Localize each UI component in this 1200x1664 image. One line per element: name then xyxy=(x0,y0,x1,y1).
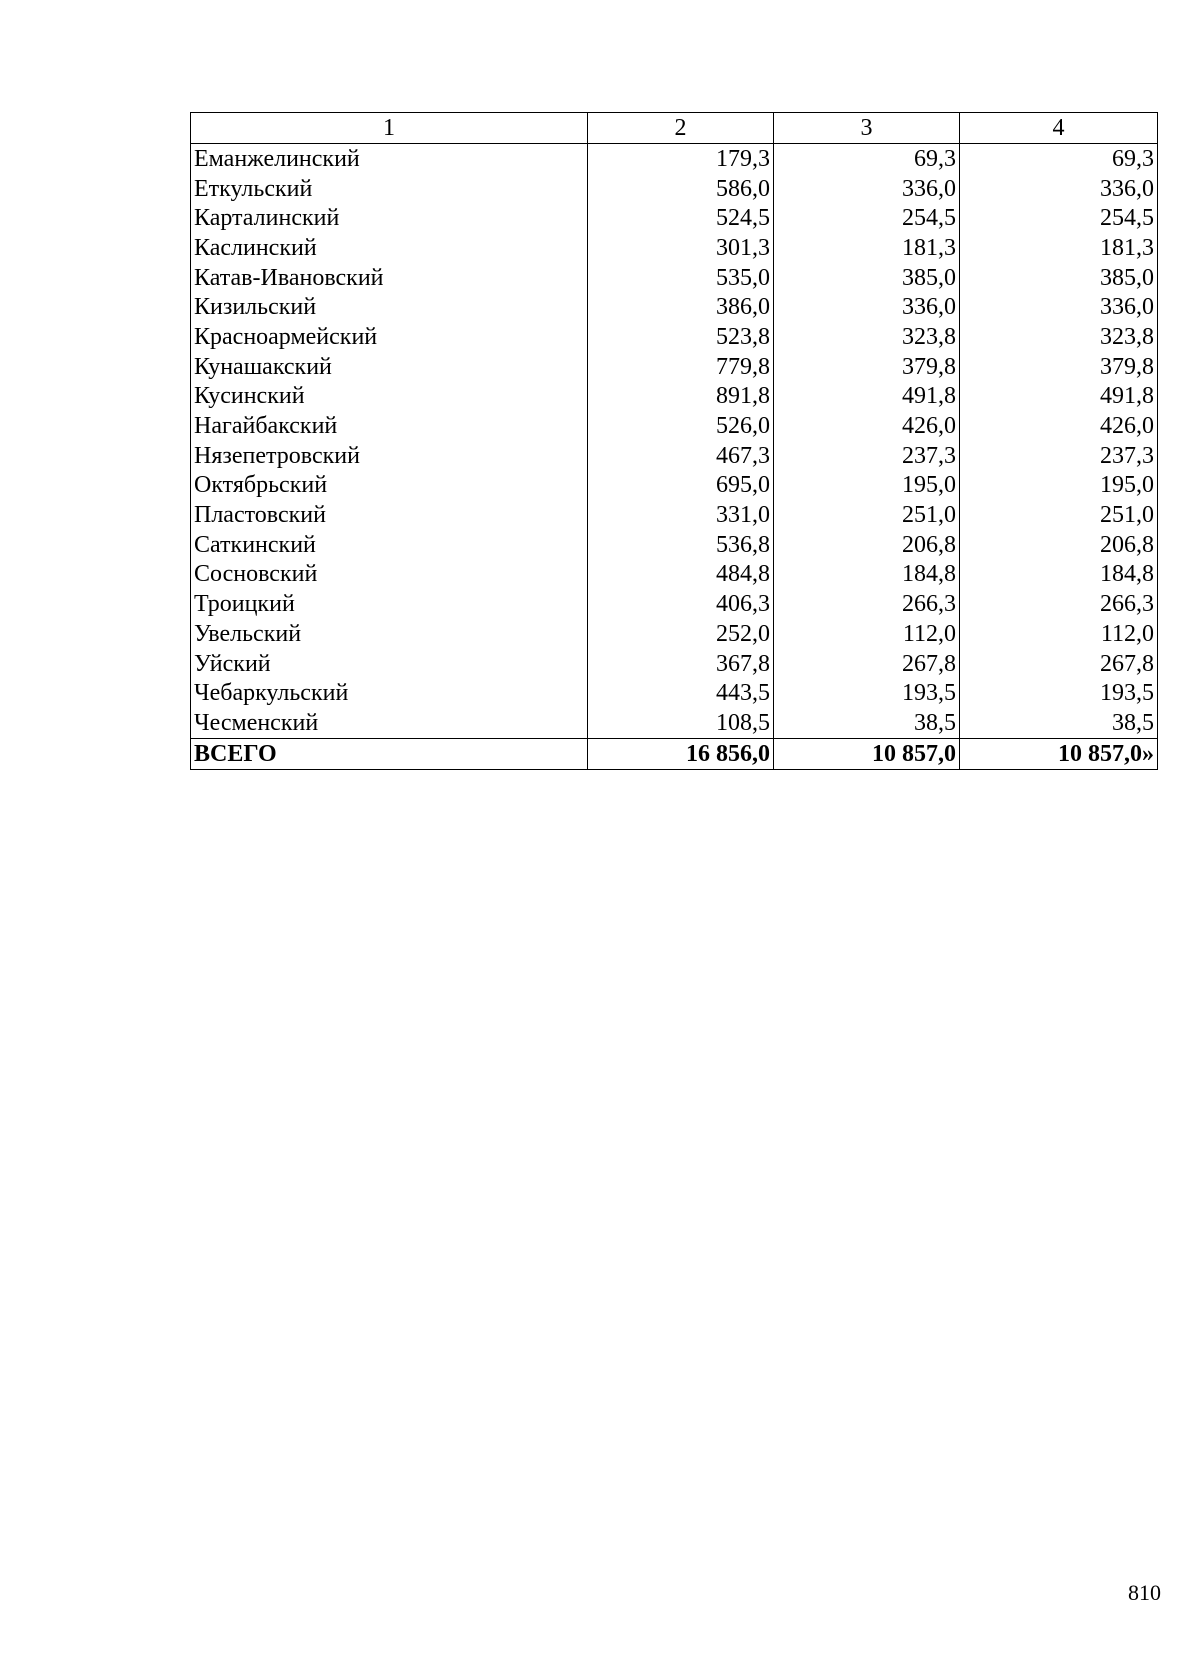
value-cell-col-4: 237,3 xyxy=(960,441,1158,471)
value-cell-col-4: 491,8 xyxy=(960,382,1158,412)
page-number: 810 xyxy=(1128,1580,1161,1605)
value-cell-col-4: 38,5 xyxy=(960,708,1158,738)
value-cell-col-2: 526,0 xyxy=(588,411,774,441)
value-cell-col-2: 179,3 xyxy=(588,144,774,174)
district-name-cell: Сосновский xyxy=(191,560,588,590)
district-name-cell: Кусинский xyxy=(191,382,588,412)
value-cell-col-3: 385,0 xyxy=(774,263,960,293)
value-cell-col-3: 237,3 xyxy=(774,441,960,471)
district-name-cell: ВСЕГО xyxy=(191,738,588,769)
district-name-cell: Саткинский xyxy=(191,530,588,560)
value-cell-col-3: 69,3 xyxy=(774,144,960,174)
value-cell-col-3: 491,8 xyxy=(774,382,960,412)
table-row xyxy=(191,678,1158,708)
header-cell-4: 4 xyxy=(960,113,1158,144)
table-row xyxy=(191,471,1158,501)
value-cell-col-3: 38,5 xyxy=(774,708,960,738)
table-row xyxy=(191,500,1158,530)
value-cell-col-3: 323,8 xyxy=(774,322,960,352)
value-cell-col-2: 467,3 xyxy=(588,441,774,471)
value-cell-col-4: 336,0 xyxy=(960,292,1158,322)
district-table xyxy=(190,112,1158,770)
header-cell-1: 1 xyxy=(191,113,588,144)
table-row xyxy=(191,530,1158,560)
value-cell-col-2: 891,8 xyxy=(588,382,774,412)
value-cell-col-2: 406,3 xyxy=(588,589,774,619)
district-name-cell: Пластовский xyxy=(191,500,588,530)
value-cell-col-2: 779,8 xyxy=(588,352,774,382)
value-cell-col-3: 336,0 xyxy=(774,174,960,204)
district-name-cell: Троицкий xyxy=(191,589,588,619)
value-cell-col-3: 379,8 xyxy=(774,352,960,382)
district-name-cell: Кизильский xyxy=(191,292,588,322)
table-row xyxy=(191,382,1158,412)
table-row xyxy=(191,292,1158,322)
value-cell-col-4: 266,3 xyxy=(960,589,1158,619)
district-name-cell: Каслинский xyxy=(191,233,588,263)
value-cell-col-4: 195,0 xyxy=(960,471,1158,501)
district-name-cell: Чебаркульский xyxy=(191,678,588,708)
value-cell-col-2: 523,8 xyxy=(588,322,774,352)
value-cell-col-3: 195,0 xyxy=(774,471,960,501)
value-cell-col-3: 336,0 xyxy=(774,292,960,322)
table-row xyxy=(191,589,1158,619)
value-cell-col-2: 536,8 xyxy=(588,530,774,560)
value-cell-col-4: 10 857,0» xyxy=(960,738,1158,769)
value-cell-col-3: 251,0 xyxy=(774,500,960,530)
value-cell-col-3: 206,8 xyxy=(774,530,960,560)
table-row xyxy=(191,322,1158,352)
value-cell-col-4: 193,5 xyxy=(960,678,1158,708)
value-cell-col-4: 184,8 xyxy=(960,560,1158,590)
table-row xyxy=(191,352,1158,382)
header-cell-3: 3 xyxy=(774,113,960,144)
table-row xyxy=(191,619,1158,649)
table-row xyxy=(191,174,1158,204)
value-cell-col-2: 443,5 xyxy=(588,678,774,708)
district-name-cell: Красноармейский xyxy=(191,322,588,352)
table-row xyxy=(191,649,1158,679)
district-name-cell: Карталинский xyxy=(191,203,588,233)
value-cell-col-3: 184,8 xyxy=(774,560,960,590)
table-row xyxy=(191,411,1158,441)
table-row xyxy=(191,560,1158,590)
value-cell-col-3: 112,0 xyxy=(774,619,960,649)
value-cell-col-4: 323,8 xyxy=(960,322,1158,352)
district-name-cell: Увельский xyxy=(191,619,588,649)
value-cell-col-4: 385,0 xyxy=(960,263,1158,293)
value-cell-col-2: 695,0 xyxy=(588,471,774,501)
value-cell-col-2: 535,0 xyxy=(588,263,774,293)
table-row xyxy=(191,708,1158,738)
value-cell-col-4: 254,5 xyxy=(960,203,1158,233)
value-cell-col-2: 386,0 xyxy=(588,292,774,322)
value-cell-col-4: 251,0 xyxy=(960,500,1158,530)
district-name-cell: Чесменский xyxy=(191,708,588,738)
district-name-cell: Октябрьский xyxy=(191,471,588,501)
value-cell-col-3: 10 857,0 xyxy=(774,738,960,769)
value-cell-col-3: 267,8 xyxy=(774,649,960,679)
district-name-cell: Катав-Ивановский xyxy=(191,263,588,293)
header-row xyxy=(191,113,1158,144)
value-cell-col-4: 267,8 xyxy=(960,649,1158,679)
table-row xyxy=(191,144,1158,174)
table-row xyxy=(191,203,1158,233)
value-cell-col-2: 252,0 xyxy=(588,619,774,649)
district-name-cell: Еманжелинский xyxy=(191,144,588,174)
value-cell-col-2: 524,5 xyxy=(588,203,774,233)
district-name-cell: Нагайбакский xyxy=(191,411,588,441)
value-cell-col-3: 193,5 xyxy=(774,678,960,708)
value-cell-col-2: 586,0 xyxy=(588,174,774,204)
table-row xyxy=(191,233,1158,263)
district-name-cell: Еткульский xyxy=(191,174,588,204)
header-cell-2: 2 xyxy=(588,113,774,144)
value-cell-col-4: 69,3 xyxy=(960,144,1158,174)
table-row xyxy=(191,441,1158,471)
value-cell-col-2: 16 856,0 xyxy=(588,738,774,769)
value-cell-col-2: 108,5 xyxy=(588,708,774,738)
value-cell-col-4: 379,8 xyxy=(960,352,1158,382)
table-body xyxy=(191,144,1158,770)
value-cell-col-3: 266,3 xyxy=(774,589,960,619)
value-cell-col-4: 206,8 xyxy=(960,530,1158,560)
total-row xyxy=(191,738,1158,769)
district-name-cell: Нязепетровский xyxy=(191,441,588,471)
value-cell-col-2: 367,8 xyxy=(588,649,774,679)
value-cell-col-3: 181,3 xyxy=(774,233,960,263)
value-cell-col-2: 331,0 xyxy=(588,500,774,530)
value-cell-col-4: 112,0 xyxy=(960,619,1158,649)
district-name-cell: Уйский xyxy=(191,649,588,679)
value-cell-col-4: 336,0 xyxy=(960,174,1158,204)
value-cell-col-4: 181,3 xyxy=(960,233,1158,263)
value-cell-col-2: 301,3 xyxy=(588,233,774,263)
table-row xyxy=(191,263,1158,293)
value-cell-col-2: 484,8 xyxy=(588,560,774,590)
value-cell-col-4: 426,0 xyxy=(960,411,1158,441)
district-name-cell: Кунашакский xyxy=(191,352,588,382)
value-cell-col-3: 426,0 xyxy=(774,411,960,441)
value-cell-col-3: 254,5 xyxy=(774,203,960,233)
